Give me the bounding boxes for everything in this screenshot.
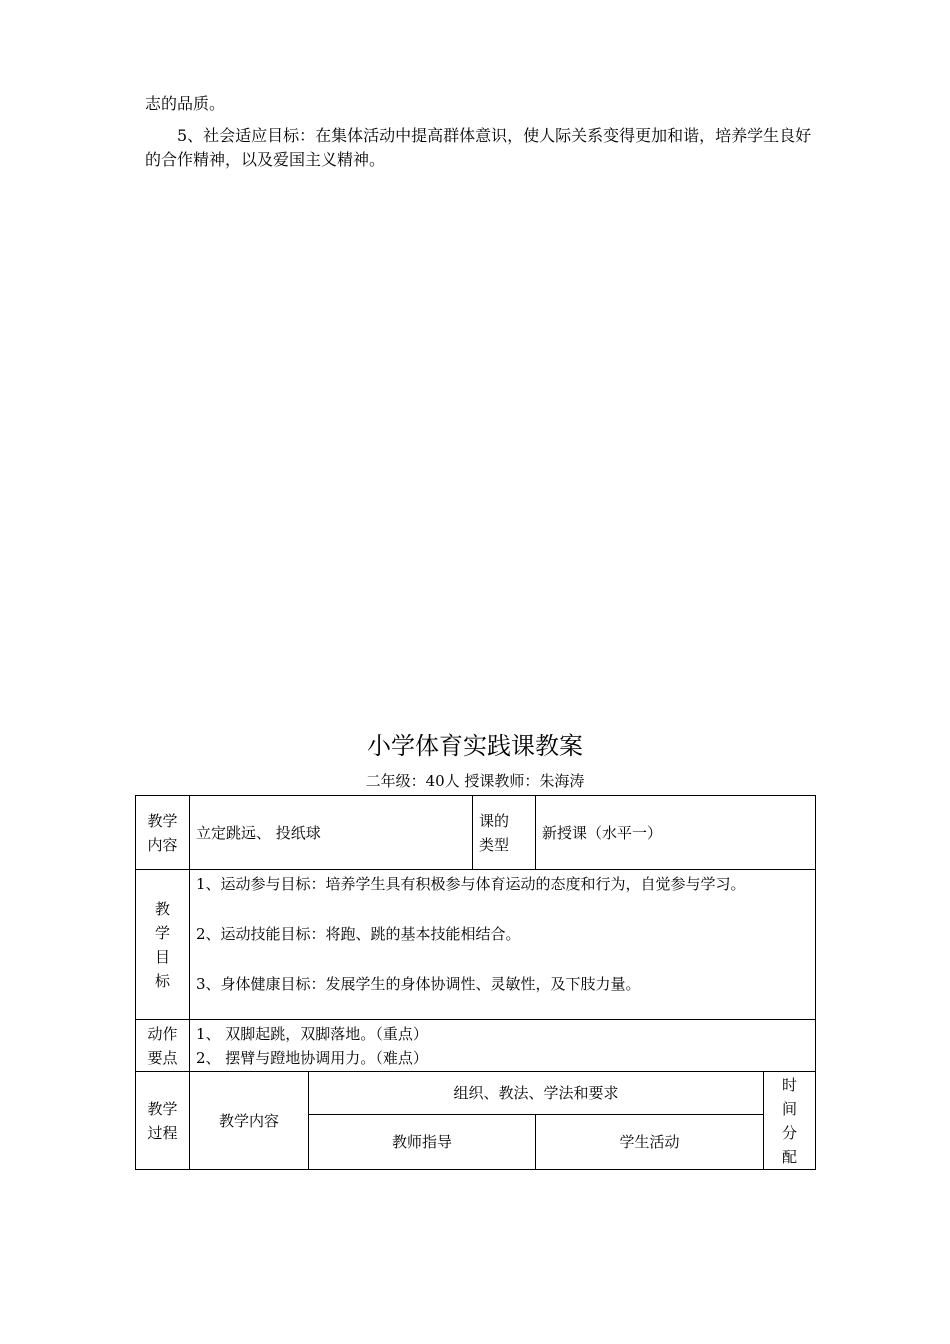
goals-label-char-1: 教: [154, 899, 170, 918]
process-label-line-2: 过程: [147, 1123, 178, 1142]
goals-label-char-4: 标: [154, 971, 170, 990]
type-label-line-2: 类型: [479, 835, 510, 854]
goal-health: 3、身体健康目标：发展学生的身体协调性、灵敏性，及下肢力量。: [196, 975, 641, 993]
action-difficult-point: 2、 摆臂与蹬地协调用力。（难点）: [196, 1048, 428, 1067]
col-org-header: [309, 1072, 764, 1115]
col-student-label: 学生活动: [619, 1133, 680, 1151]
col-time-char-1: 时: [782, 1075, 798, 1094]
content-value-cell: [190, 796, 473, 870]
col-teacher-label: 教师指导: [391, 1133, 452, 1151]
paragraph-social-goal: 5、社会适应目标：在集体活动中提高群体意识，使人际关系变得更加和谐，培养学生良好的合作精神，以及爱国主义精神。: [145, 126, 812, 169]
actions-label-line-1: 动作: [147, 1024, 178, 1043]
col-teacher-header: [309, 1115, 536, 1170]
paragraph-continuation: 志的品质。: [145, 94, 226, 113]
content-label-line-2: 内容: [147, 835, 178, 854]
row-goals: [136, 870, 816, 1020]
type-label-cell: [473, 796, 536, 870]
row-actions: [136, 1020, 816, 1072]
content-value: 立定跳远、 投纸球: [196, 823, 321, 842]
col-time-header: [764, 1072, 816, 1170]
row-content: [136, 796, 816, 870]
col-content-header: [190, 1072, 309, 1170]
type-label-line-1: 课的: [479, 811, 510, 830]
goals-label-char-2: 学: [154, 923, 170, 942]
content-label-line-1: 教学: [147, 811, 178, 830]
col-content-label: 教学内容: [218, 1111, 279, 1130]
col-student-header: [536, 1115, 764, 1170]
process-label-line-1: 教学: [147, 1099, 178, 1118]
content-label-cell: [136, 796, 190, 870]
actions-label-line-2: 要点: [147, 1048, 178, 1067]
lesson-subtitle: 二年级：40人 授课教师：朱海涛: [365, 772, 585, 790]
goals-cell: [190, 870, 816, 1020]
goals-label-cell: [136, 870, 190, 1020]
col-time-char-4: 配: [782, 1147, 798, 1166]
col-time-char-3: 分: [782, 1123, 798, 1142]
type-value: 新授课（水平一）: [542, 823, 663, 842]
actions-cell: [190, 1020, 816, 1072]
action-key-point: 1、 双脚起跳，双脚落地。（重点）: [196, 1024, 428, 1043]
row-process-header: [136, 1072, 816, 1115]
actions-label-cell: [136, 1020, 190, 1072]
type-value-cell: [536, 796, 816, 870]
goal-skill: 2、运动技能目标：将跑、跳的基本技能相结合。: [196, 925, 521, 943]
goal-participation: 1、运动参与目标：培养学生具有积极参与体育运动的态度和行为，自觉参与学习。: [196, 875, 746, 893]
process-label-cell: [136, 1072, 190, 1170]
col-org-label: 组织、教法、学法和要求: [453, 1084, 619, 1102]
goals-label-char-3: 目: [154, 947, 170, 966]
lesson-title: 小学体育实践课教案: [367, 732, 583, 760]
lesson-plan-table: [135, 795, 816, 1170]
col-time-char-2: 间: [782, 1099, 798, 1118]
